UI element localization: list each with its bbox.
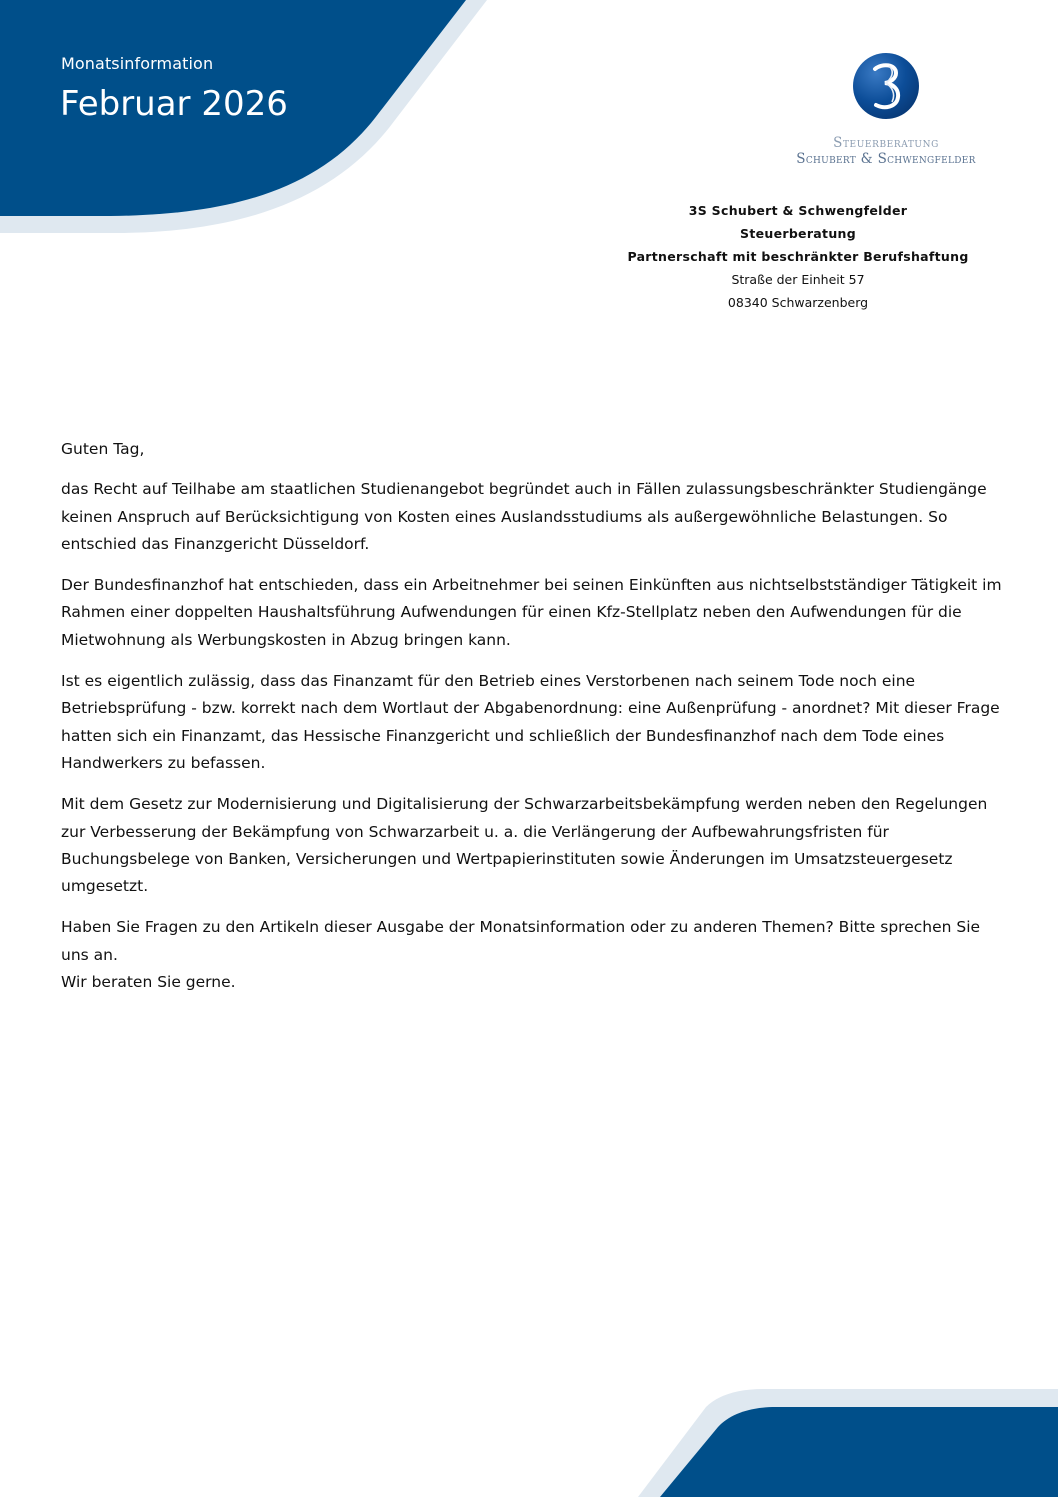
paragraph-kfz-stellplatz: Der Bundesfinanzhof hat entschieden, dass ein Arbeitnehmer bei seinen Einkünften aus nichtselbstständiger Tätigkeit im Rahmen einer doppelten Haushaltsführung Aufwendungen für einen Kfz-Stellplatz neben den Aufwendungen für die Mietwohnung als Werbungskosten in Abzug bringen kann.: [61, 576, 1002, 649]
logo-3s-icon: [852, 52, 920, 120]
closing-question: Haben Sie Fragen zu den Artikeln dieser Ausgabe der Monatsinformation oder zu anderen Themen? Bitte sprechen Sie uns an.: [61, 918, 981, 964]
letter-greeting: Guten Tag,: [61, 440, 145, 458]
logo-line-steuerberatung: Steuerberatung: [833, 135, 939, 151]
address-firm-name: 3S Schubert & Schwengfelder: [688, 203, 908, 218]
sender-address: [600, 199, 996, 314]
closing-offer: Wir beraten Sie gerne.: [61, 973, 236, 992]
paragraph-aussenpruefung: Ist es eigentlich zulässig, dass das Finanzamt für den Betrieb eines Verstorbenen nach seinem Tode noch eine Betriebsprüfung - bzw. korrekt nach dem Wortlaut der Abgabenordnung: eine Außenprüfung - anordnet? Mit dieser Frage hatten sich ein Finanzamt, das Hessische Finanzgericht und schließlich der Bundesfinanzhof nach dem Tode eines Handwerkers zu befassen.: [61, 672, 1000, 772]
address-firm-type: Steuerberatung: [740, 226, 856, 241]
address-street: Straße der Einheit 57: [731, 272, 865, 287]
paragraph-auslandsstudium: das Recht auf Teilhabe am staatlichen Studienangebot begründet auch in Fällen zulassungsbeschränkter Studiengänge keinen Anspruch auf Berücksichtigung von Kosten eines Auslandsstudiums als außergewöhnliche Belastungen. So entschied das Finanzgericht Düsseldorf.: [61, 480, 987, 553]
letter-body: [61, 436, 1003, 1010]
paragraph-schwarzarbeit: Mit dem Gesetz zur Modernisierung und Digitalisierung der Schwarzarbeitsbekämpfung werden neben den Regelungen zur Verbesserung der Bekämpfung von Schwarzarbeit u. a. die Verlängerung der Aufbewahrungsfristen für Buchungsbelege von Banken, Versicherungen und Wertpapierinstituten sowie Änderungen im Umsatzsteuergesetz umgesetzt.: [61, 795, 988, 896]
footer-wave-shape: [638, 1377, 1058, 1497]
header-kicker: Monatsinformation: [61, 54, 214, 73]
address-city: 08340 Schwarzenberg: [727, 295, 869, 310]
letter-closing: [61, 914, 1003, 996]
company-logo: [778, 52, 994, 168]
page-title: Februar 2026: [60, 84, 288, 124]
address-legal-form: Partnerschaft mit beschränkter Berufshaftung: [627, 249, 969, 264]
logo-line-firm-name: Schubert & Schwengfelder: [796, 151, 976, 167]
